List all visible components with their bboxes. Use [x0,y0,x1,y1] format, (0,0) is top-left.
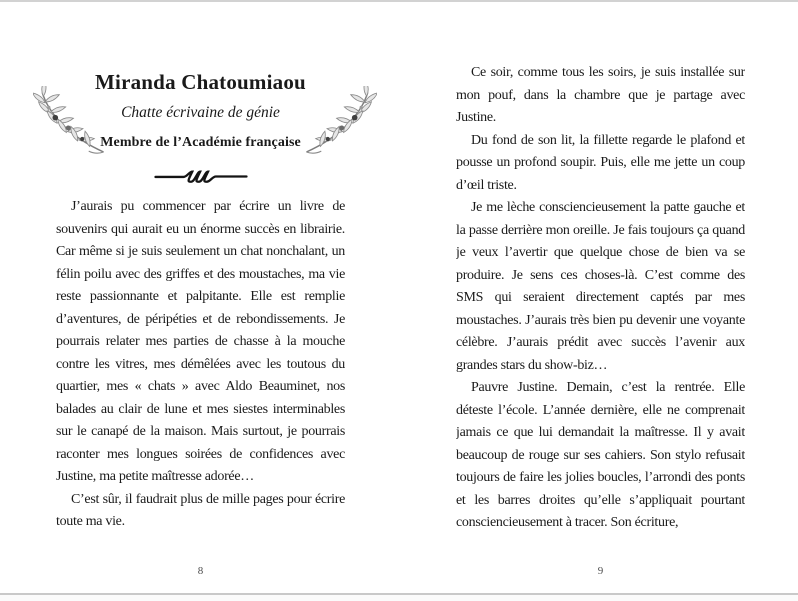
author-name: Miranda Chatoumiaou [95,70,306,94]
chapter-header [56,70,345,188]
bottom-strip [0,595,798,601]
author-membership: Membre de l’Académie française [100,134,301,150]
left-page-text [56,196,345,534]
rope-twist-divider-icon [56,166,345,188]
author-subtitle: Chatte écrivaine de génie [121,104,280,122]
page-number-right: 9 [597,565,604,577]
paragraph: Pauvre Justine. Demain, c’est la rentrée. Elle déteste l’école. L’année dernière, elle ne comprenait jamais ce que lui demandait la maîtresse. Il y avait beaucoup de rouge sur ses cahiers. Son stylo refusait toujours de faire les jolies boucles, l’arrondi des ponts et les barres droites qu’elle s’appliquait pourtant consciencieusement à tracer. Son écriture, [456,380,745,530]
page-number-left: 8 [197,565,204,577]
page-right [399,0,798,601]
paragraph: Du fond de son lit, la fillette regarde le plafond et pousse un profond soupir. Puis, elle me jette un coup d’œil triste. [456,132,745,193]
paragraph: J’aurais pu commencer par écrire un livre de souvenirs qui aurait eu un énorme succès en librairie. Car même si je suis seulement un chat nonchalant, un félin poilu avec des griffes et des moustaches, ma vie reste passionnante et palpitante. Elle est remplie d’aventures, de péripéties et de rebondissements. Je pourrais relater mes parties de chasse à la mouche contre les vitres, mes démêlées avec les toutous du quartier, mes « chats » avec Aldo Beauminet, nos balades au clair de lune et mes siestes interminables sur le canapé de la maison. Mais surtout, je pourrais raconter mes longues soirées de confidences avec Justine, ma petite maîtresse adorée… [56,199,345,484]
right-page-text [456,62,745,535]
paragraph: C’est sûr, il faudrait plus de mille pages pour écrire toute ma vie. [56,491,345,529]
paragraph: Je me lèche consciencieusement la patte gauche et la passe derrière mon oreille. Je fais toujours ça quand je veux l’avertir que quelque chose de bien va se produire. Je sens ces choses-là. C’est comme des SMS qui seraient directement captés par mes moustaches. J’aurais très bien pu devenir une voyante célèbre. J’aurais prédit avec succès l’avenir aux grandes stars du show-biz… [456,200,745,373]
paragraph: Ce soir, comme tous les soirs, je suis installée sur mon pouf, dans la chambre que je partage avec Justine. [456,65,745,125]
